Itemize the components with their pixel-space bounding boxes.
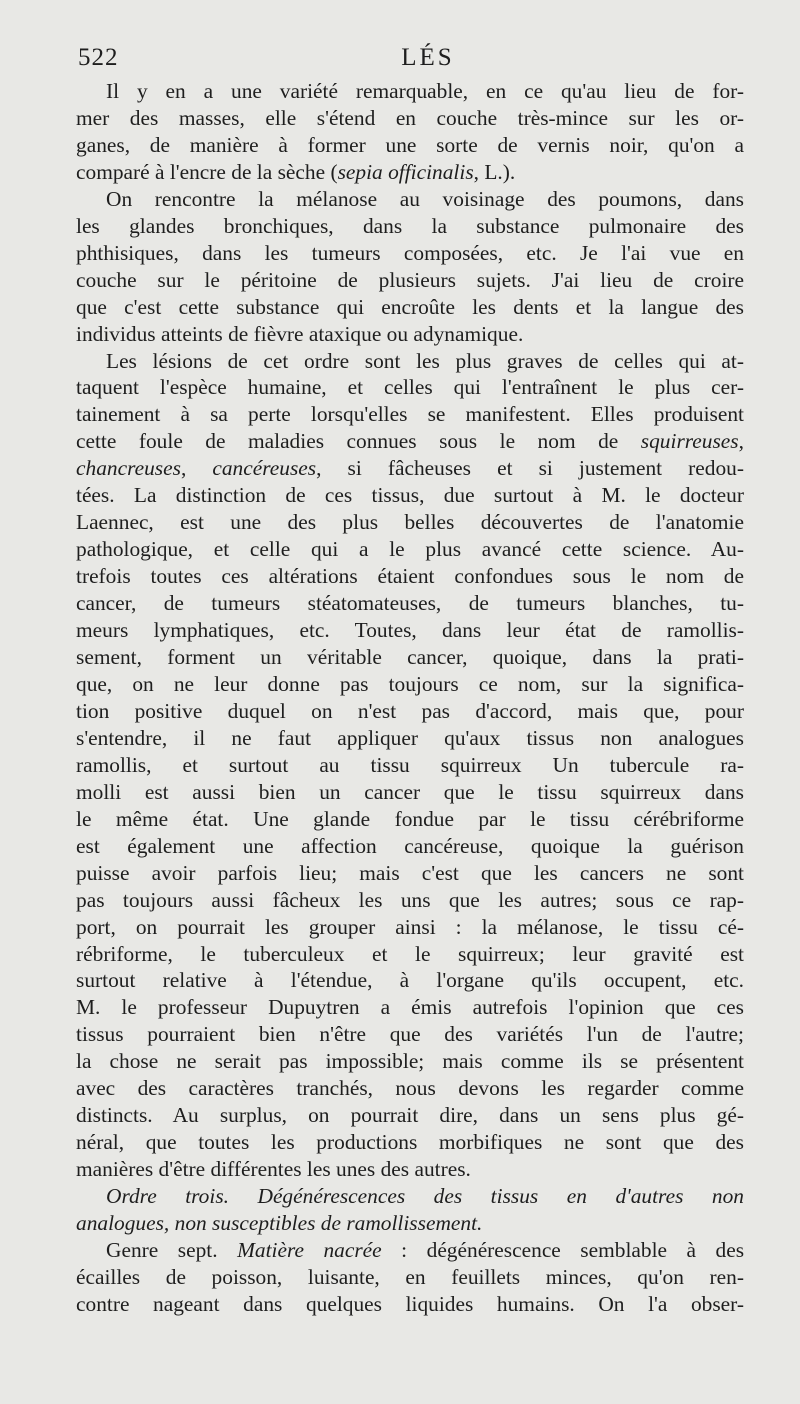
text-line: meurs lymphatiques, etc. Toutes, dans leur état de ramollis- [76,618,744,643]
text-line: taquent l'espèce humaine, et celles qui l'entraînent le plus cer- [76,375,744,400]
text-line: M. le professeur Dupuytren a émis autrefois l'opinion que ces [76,995,744,1020]
paragraph [76,348,744,1184]
heading-line: analogues, non susceptibles de ramollissement. [76,1211,483,1236]
text-line: le même état. Une glande fondue par le tissu cérébriforme [76,806,744,831]
text-line: molli est aussi bien un cancer que le tissu squirreux dans [76,779,744,804]
text-line: s'entendre, il ne faut appliquer qu'aux tissus non analogues [76,725,744,750]
text-line: que, on ne leur donne pas toujours ce nom, sur la significa- [76,671,744,696]
page-number: 522 [78,44,119,71]
text-line: pathologique, et celle qui a le plus avancé cette science. Au- [76,537,744,562]
text-line: port, on pourrait les grouper ainsi : la mélanose, le tissu cé- [76,914,744,939]
text-line: Laennec, est une des plus belles découvertes de l'anatomie [76,510,744,535]
text-line: pas toujours aussi fâcheux les uns que les autres; sous ce rap- [76,887,744,912]
text-line: sement, forment un véritable cancer, quoique, dans la prati- [76,645,744,670]
text-line: contre nageant dans quelques liquides humains. On l'a obser- [76,1291,744,1316]
text-line: On rencontre la mélanose au voisinage des poumons, dans [106,186,744,211]
text-line: mer des masses, elle s'étend en couche très-mince sur les or- [76,105,744,130]
running-head: LÉS [401,44,455,71]
text-line: tainement à sa perte lorsqu'elles se manifestent. Elles produisent [76,402,744,427]
text-line: cette foule de maladies connues sous le nom de squirreuses, [76,429,744,454]
text-line: individus atteints de fièvre ataxique ou adynamique. [76,321,524,346]
text-line: Il y en a une variété remarquable, en ce qu'au lieu de for- [106,79,744,103]
text-line: tées. La distinction de ces tissus, due surtout à M. le docteur [76,483,744,508]
text-line: cancer, de tumeurs stéatomateuses, de tumeurs blanches, tu- [76,591,744,616]
text-line: distincts. Au surplus, on pourrait dire, dans un sens plus gé- [76,1103,744,1128]
text-line: trefois toutes ces altérations étaient confondues sous le nom de [76,564,744,589]
text-line: surtout relative à l'étendue, à l'organe qu'ils occupent, etc. [76,968,744,993]
text-line: chancreuses, cancéreuses, si fâcheuses et si justement redou- [76,456,744,481]
text-line: écailles de poisson, luisante, en feuillets minces, qu'on ren- [76,1264,744,1289]
text-line: tissus pourraient bien n'être que des variétés l'un de l'autre; [76,1022,744,1047]
paragraph [76,1237,744,1318]
text-line: manières d'être différentes les unes des autres. [76,1157,471,1182]
text-line: avec des caractères tranchés, nous devons les regarder comme [76,1076,744,1101]
paragraph [76,186,744,348]
page-header [78,44,738,78]
text-line: néral, que toutes les productions morbifiques ne sont que des [76,1130,744,1155]
text-line-sepia: comparé à l'encre de la sèche (sepia officinalis, L.). [76,159,516,184]
text-line: que c'est cette substance qui encroûte les dents et la langue des [76,294,744,319]
text-line: la chose ne serait pas impossible; mais comme ils se présentent [76,1049,744,1074]
text-line: tion positive duquel on n'est pas d'accord, mais que, pour [76,698,744,723]
text-line: phthisiques, dans les tumeurs composées, etc. Je l'ai vue en [76,240,744,265]
text-line: Les lésions de cet ordre sont les plus graves de celles qui at- [106,348,744,373]
body-text [76,78,744,1318]
text-line: ganes, de manière à former une sorte de vernis noir, qu'on a [76,132,744,157]
text-line: est également une affection cancéreuse, quoique la guérison [76,833,744,858]
text-line: puisse avoir parfois lieu; mais c'est que les cancers ne sont [76,860,744,885]
text-line: couche sur le péritoine de plusieurs sujets. J'ai lieu de croire [76,267,744,292]
heading-line: Ordre trois. Dégénérescences des tissus en d'autres non [106,1184,744,1209]
text-line: ramollis, et surtout au tissu squirreux Un tubercule ra- [76,752,744,777]
text-line: les glandes bronchiques, dans la substance pulmonaire des [76,213,744,238]
text-line: rébriforme, le tuberculeux et le squirreux; leur gravité est [76,941,744,966]
text-line: Genre sept. Matière nacrée : dégénérescence semblable à des [106,1237,745,1262]
section-heading [76,1183,744,1237]
paragraph [76,78,744,186]
